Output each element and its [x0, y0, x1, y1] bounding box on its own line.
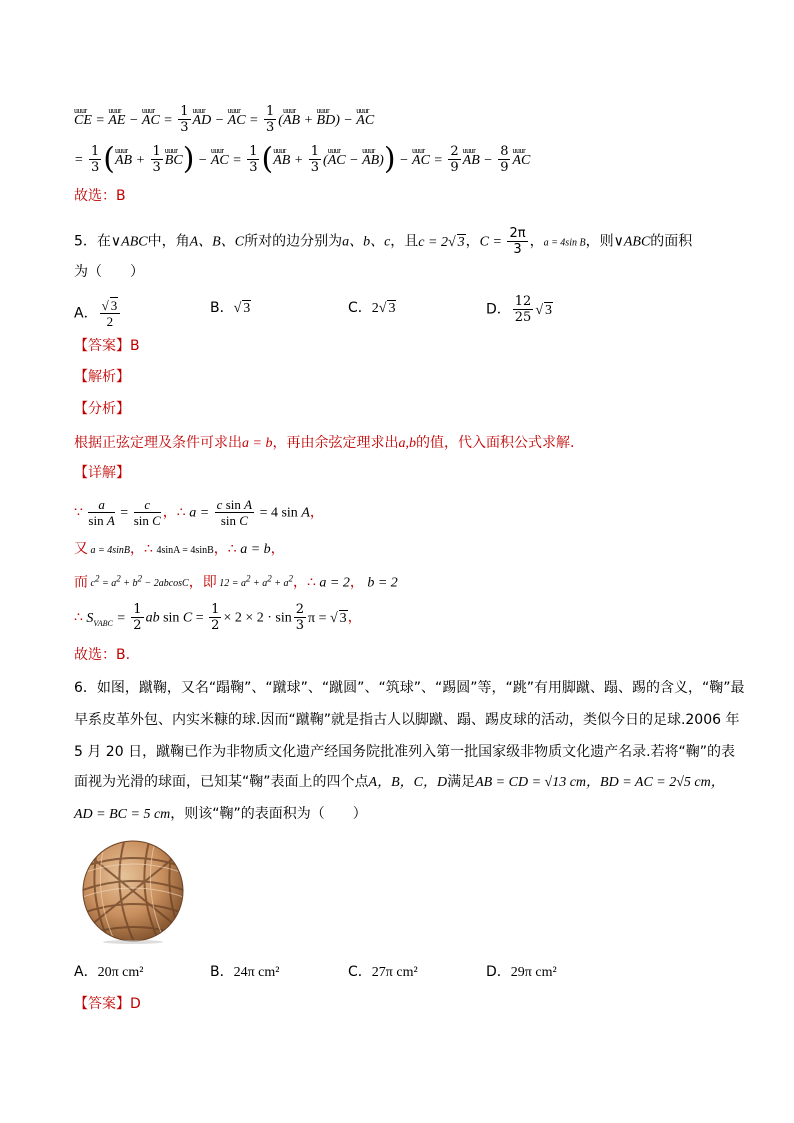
q5-option-a[interactable]: A． $\frac{√ 3}{2}$	[74, 298, 122, 329]
q5-detail-1: ∵ $\frac{a}{\text{sin A}}$ = $\frac{c}{\text{sin C}}$ ，∴ a = $\frac{\text{c sin A}}{\text{sin C}}$ = 4 sin A，	[74, 497, 324, 528]
q5-detail-4: ∴ $S_{VABC}$ = $\frac{1}{2}$ ab sin C = $\frac{1}{2}$ × 2 × 2 · sin $\frac{2}{3}$ π = √ 3，	[74, 602, 362, 633]
q5-detail-2: 又 a = 4sinB，∴ 4sinA = 4sinB，∴ a = b，	[74, 541, 285, 557]
q6-stem-line-2: 早系皮革外包、内实米糠的球.因而“蹴鞠”就是指古人以脚蹴、蹋、踢皮球的活动，类似今日的足球.2006 年	[74, 712, 740, 728]
q5-answer: 【答案】B	[74, 338, 140, 354]
prev-solution-line-2: = $\frac{1}{3}$ (uuur AB + $\frac{1}{3}$ uuur BC) − uuur AC = $\frac{1}{3}$ (uuur AB + $\frac{1}{3}$ (uuur AC − uuur AB)) − uuur AC = $\frac{2}{9}$ uuur AB − $\frac{8}{9}$ uuur AC	[74, 144, 530, 175]
q6-stem-line-4: 面视为光滑的球面，已知某“鞠”表面上的四个点A，B，C，D满足AB = CD = √13 cm，BD = AC = 2√5 cm，	[74, 774, 725, 790]
prev-solution-line-1: uuur CE = uuur AE − uuur AC = $\frac{1}{3}$ uuur AD − uuur AC = $\frac{1}{3}$ (uuur AB + uuur BD) − uuur AC	[74, 104, 374, 135]
q5-xiangjie-tag: 【详解】	[74, 465, 130, 481]
q6-stem-line-3: 5 月 20 日，蹴鞠已作为非物质文化遗产经国务院批准列入第一批国家级非物质文化遗产名录.若将“鞠”的表	[74, 744, 736, 760]
q5-stem-line-2: 为（ ）	[74, 264, 144, 280]
q5-option-b[interactable]: B．√ 3	[210, 300, 251, 316]
q6-option-b[interactable]: B．24π cm²	[210, 964, 280, 980]
q5-analysis: 根据正弦定理及条件可求出a = b，再由余弦定理求出a,b的值，代入面积公式求解.	[74, 435, 575, 451]
cuju-ball-image	[80, 838, 186, 944]
q5-option-c[interactable]: C．2√ 3	[348, 300, 396, 316]
q6-option-c[interactable]: C．27π cm²	[348, 964, 418, 980]
q6-stem-line-5: AD = BC = 5 cm，则该“鞠”的表面积为（ ）	[74, 806, 367, 822]
q6-answer: 【答案】D	[74, 996, 141, 1012]
q6-option-d[interactable]: D．29π cm²	[486, 964, 557, 980]
q5-choice: 故选：B.	[74, 647, 131, 663]
prev-solution-choice: 故选：B	[74, 188, 126, 204]
q5-stem-line-1: 5．在∨ABC中，角A、B、C所对的边分别为a、b、c，且c = 2√ 3，C = $\frac{2\pi}{3}$ ，a = 4sin B，则∨ABC的面积	[74, 226, 693, 257]
q5-detail-3: 而 c2 = a2 + b2 − 2abcosC，即 12 = a2 + a2 + a2，∴ a = 2， b = 2	[74, 574, 398, 591]
ball-shadow	[103, 940, 163, 944]
q5-jiexi-tag: 【解析】	[74, 369, 130, 385]
woven-ball	[80, 838, 186, 944]
q6-stem-line-1: 6．如图，蹴鞠，又名“蹋鞠”、“蹴球”、“蹴圆”、“筑球”、“踢圆”等，“跳”有用脚蹴、蹋、踢的含义，“鞠”最	[74, 680, 745, 696]
q5-fenxi-tag: 【分析】	[74, 401, 130, 417]
q5-option-d[interactable]: D． $\frac{12}{25}$ √ 3	[486, 294, 553, 325]
q6-option-a[interactable]: A．20π cm²	[74, 964, 144, 980]
